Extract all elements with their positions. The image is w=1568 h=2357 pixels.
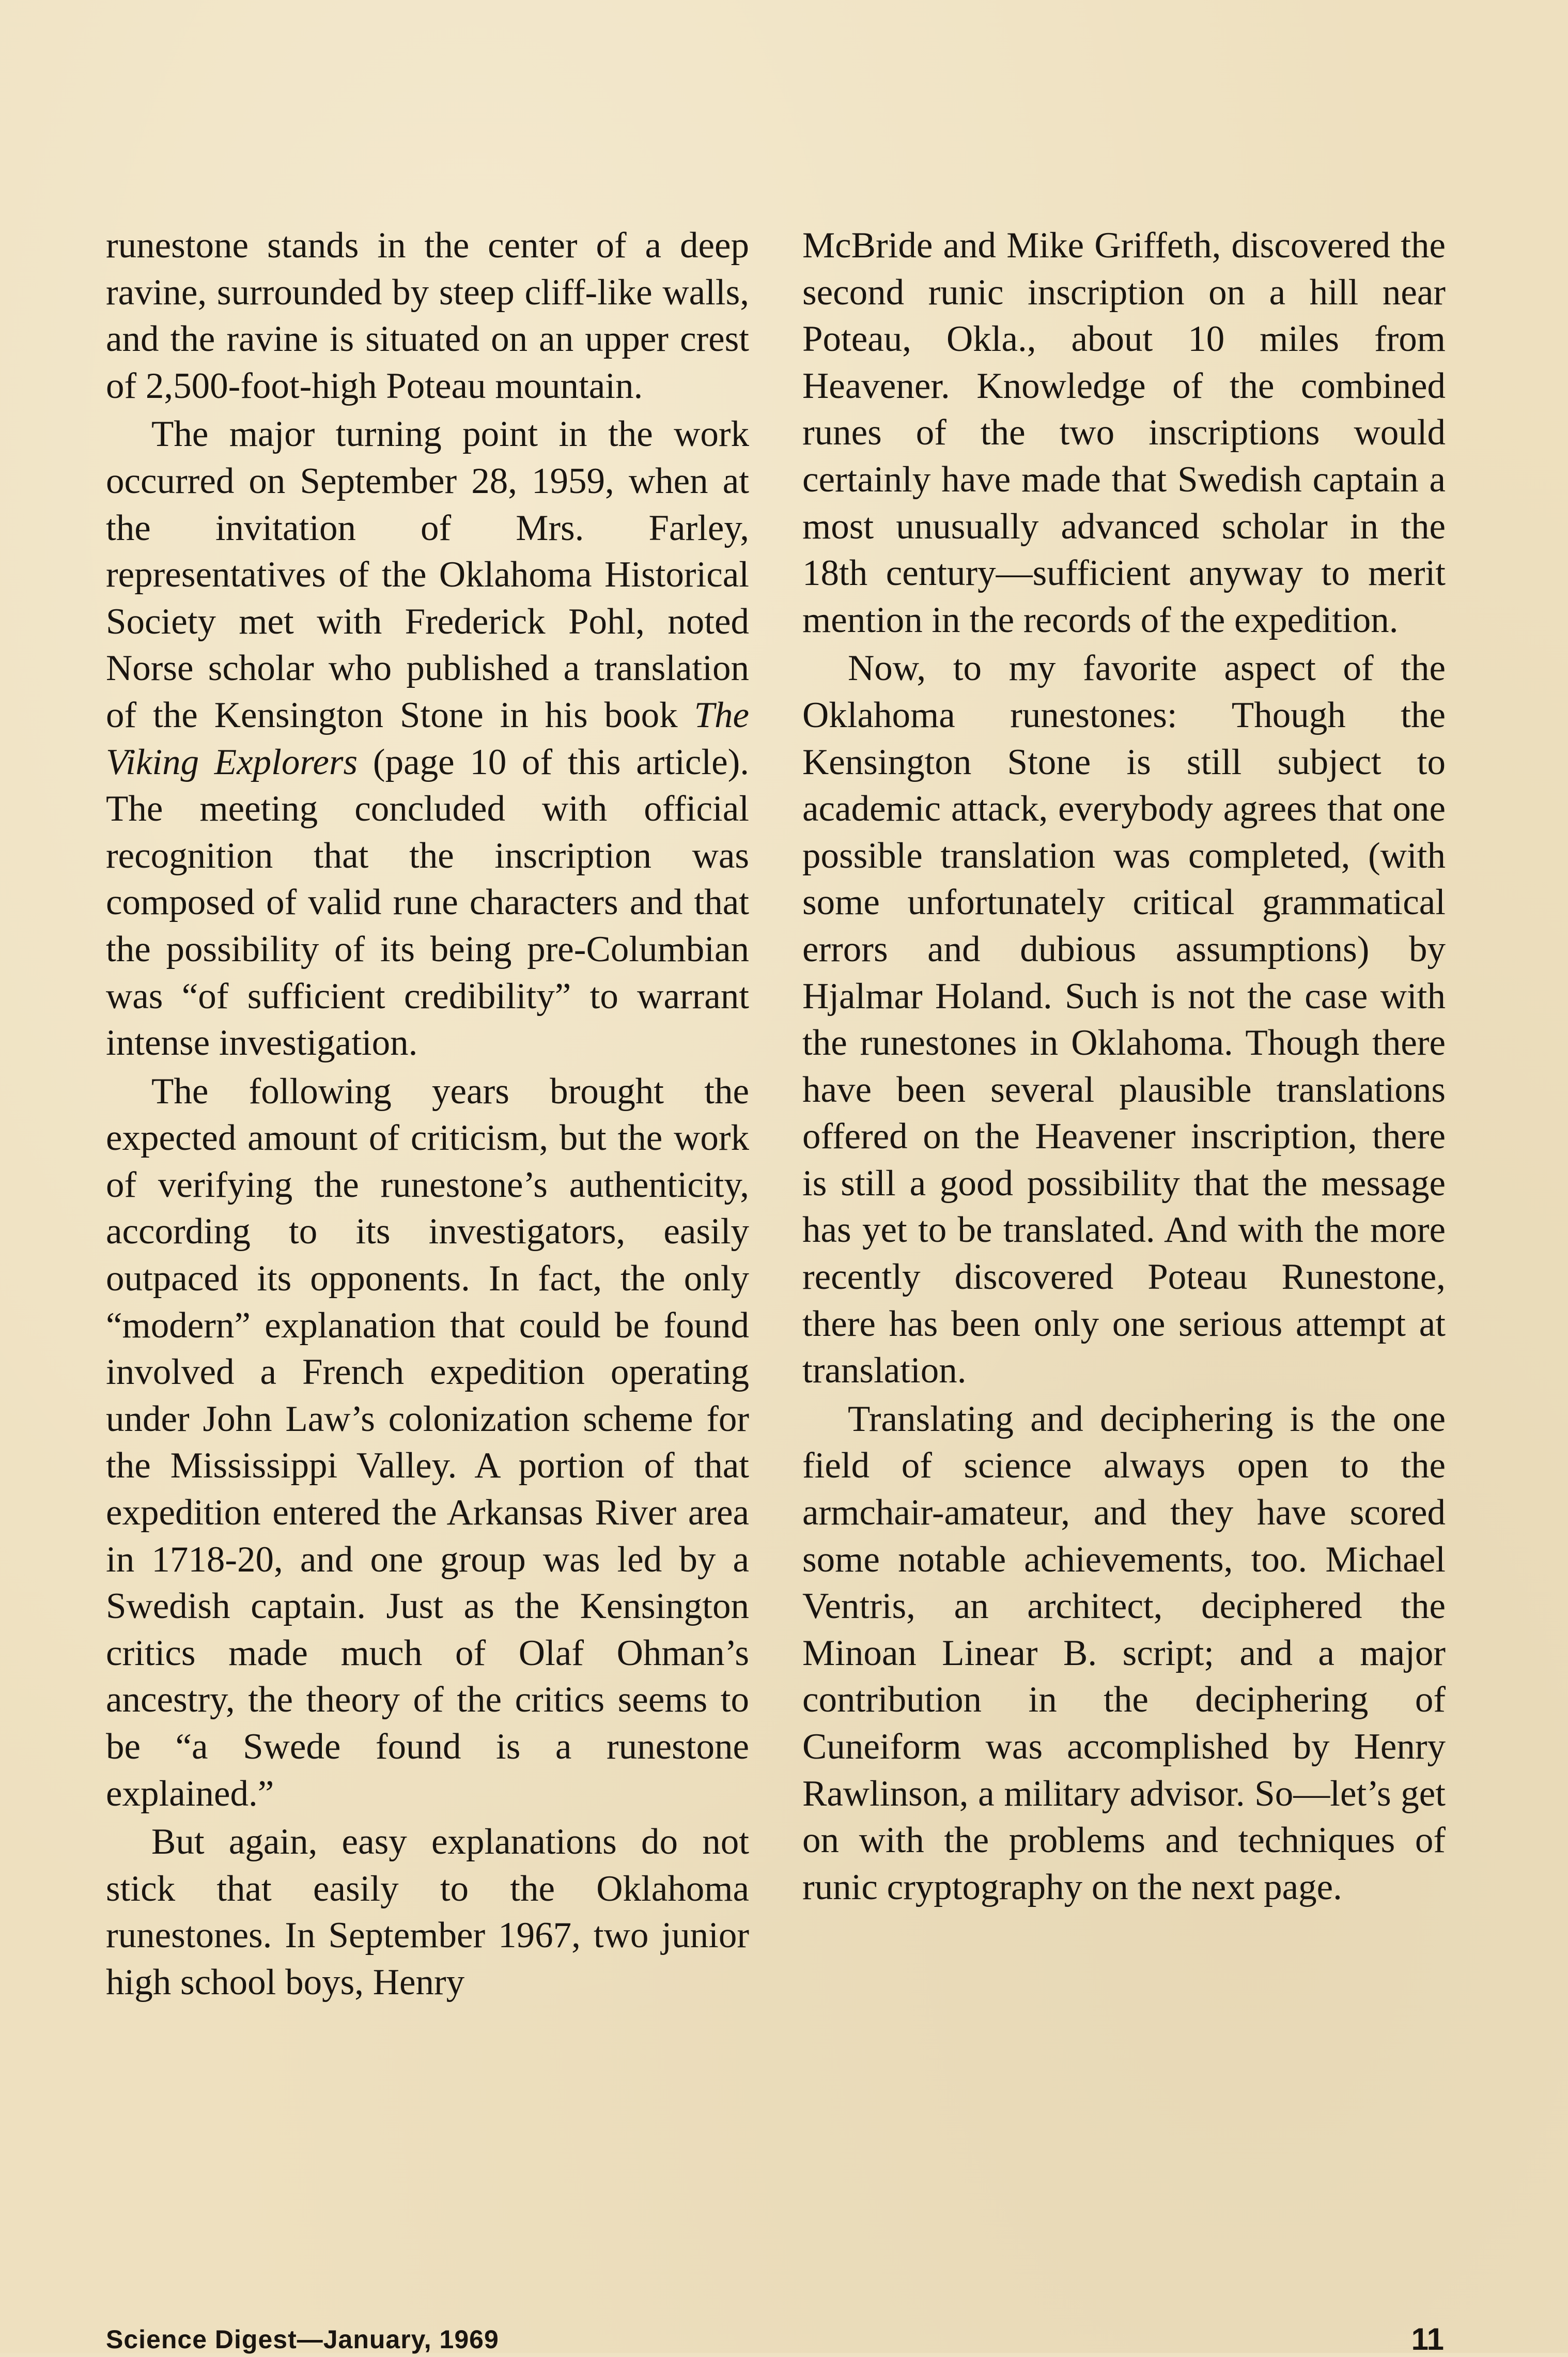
page-number: 11	[1411, 2322, 1444, 2356]
left-column	[106, 222, 749, 2006]
left-paragraph-2	[106, 411, 749, 1066]
book-title: The Viking Explorers	[106, 695, 749, 782]
publication-footer: Science Digest—January, 1969	[106, 2325, 499, 2354]
right-paragraph-2: Now, to my favorite aspect of the Oklahoma runestones: Though the Kensington Stone is still subject to academic attack, everybody agrees that one possible translation was completed, (with some unfortunately critical grammatical errors and dubious assumptions) by Hjalmar Holand. Such is not the case with the runestones in Oklahoma. Though there have been several plausible translations offered on the Heavener inscription, there is still a good possibility that the message has yet to be translated. And with the more recently discovered Poteau Runestone, there has been only one serious attempt at translation.	[802, 648, 1446, 1391]
right-paragraph-1: McBride and Mike Griffeth, discovered the second runic inscription on a hill near Poteau, Okla., about 10 miles from Heavener. Knowledge of the combined runes of the two inscriptions would certainly have made that Swedish captain a most unusually advanced scholar in the 18th century—sufficient anyway to merit mention in the records of the expedition.	[802, 225, 1446, 640]
left-paragraph-4: But again, easy explanations do not stick that easily to the Oklahoma runestones. In September 1967, two junior high school boys, Henry	[106, 1822, 749, 2002]
left-paragraph-3: The following years brought the expected amount of criticism, but the work of verifying the runestone’s authenticity, according to its investigators, easily outpaced its opponents. In fact, the only “modern” explanation that could be found involved a French expedition operating under John Law’s colonization scheme for the Mississippi Valley. A portion of that expedition entered the Arkansas River area in 1718-20, and one group was led by a Swedish captain. Just as the Kensington critics made much of Olaf Ohman’s ancestry, the theory of the critics seems to be “a Swede found is a runestone explained.”	[106, 1071, 749, 1814]
right-paragraph-3: Translating and deciphering is the one field of science always open to the armchair-amateur, and they have scored some notable achievements, too. Michael Ventris, an architect, deciphered the Minoan Linear B. script; and a major contribution in the deciphering of Cuneiform was accomplished by Henry Rawlinson, a military advisor. So—let’s get on with the problems and techniques of runic cryptography on the next page.	[802, 1398, 1446, 1907]
right-column	[802, 222, 1446, 1911]
left-paragraph-2-text-b: (page 10 of this article). The meeting concluded with official recognition that the inscription was composed of valid rune characters and that the possibility of its being pre-Columbian was “of sufficient credibility” to warrant intense investigation.	[106, 742, 749, 1064]
left-paragraph-2-text-a: The major turning point in the work occurred on September 28, 1959, when at the invitation of Mrs. Farley, representatives of the Oklahoma Historical Society met with Frederick Pohl, noted Norse scholar who published a translation of the Kensington Stone in his book	[106, 414, 749, 735]
page-footer	[106, 2324, 1444, 2355]
left-paragraph-1: runestone stands in the center of a deep ravine, surrounded by steep cliff-like walls, and the ravine is situated on an upper crest of 2,500-foot-high Poteau mountain.	[106, 225, 749, 406]
